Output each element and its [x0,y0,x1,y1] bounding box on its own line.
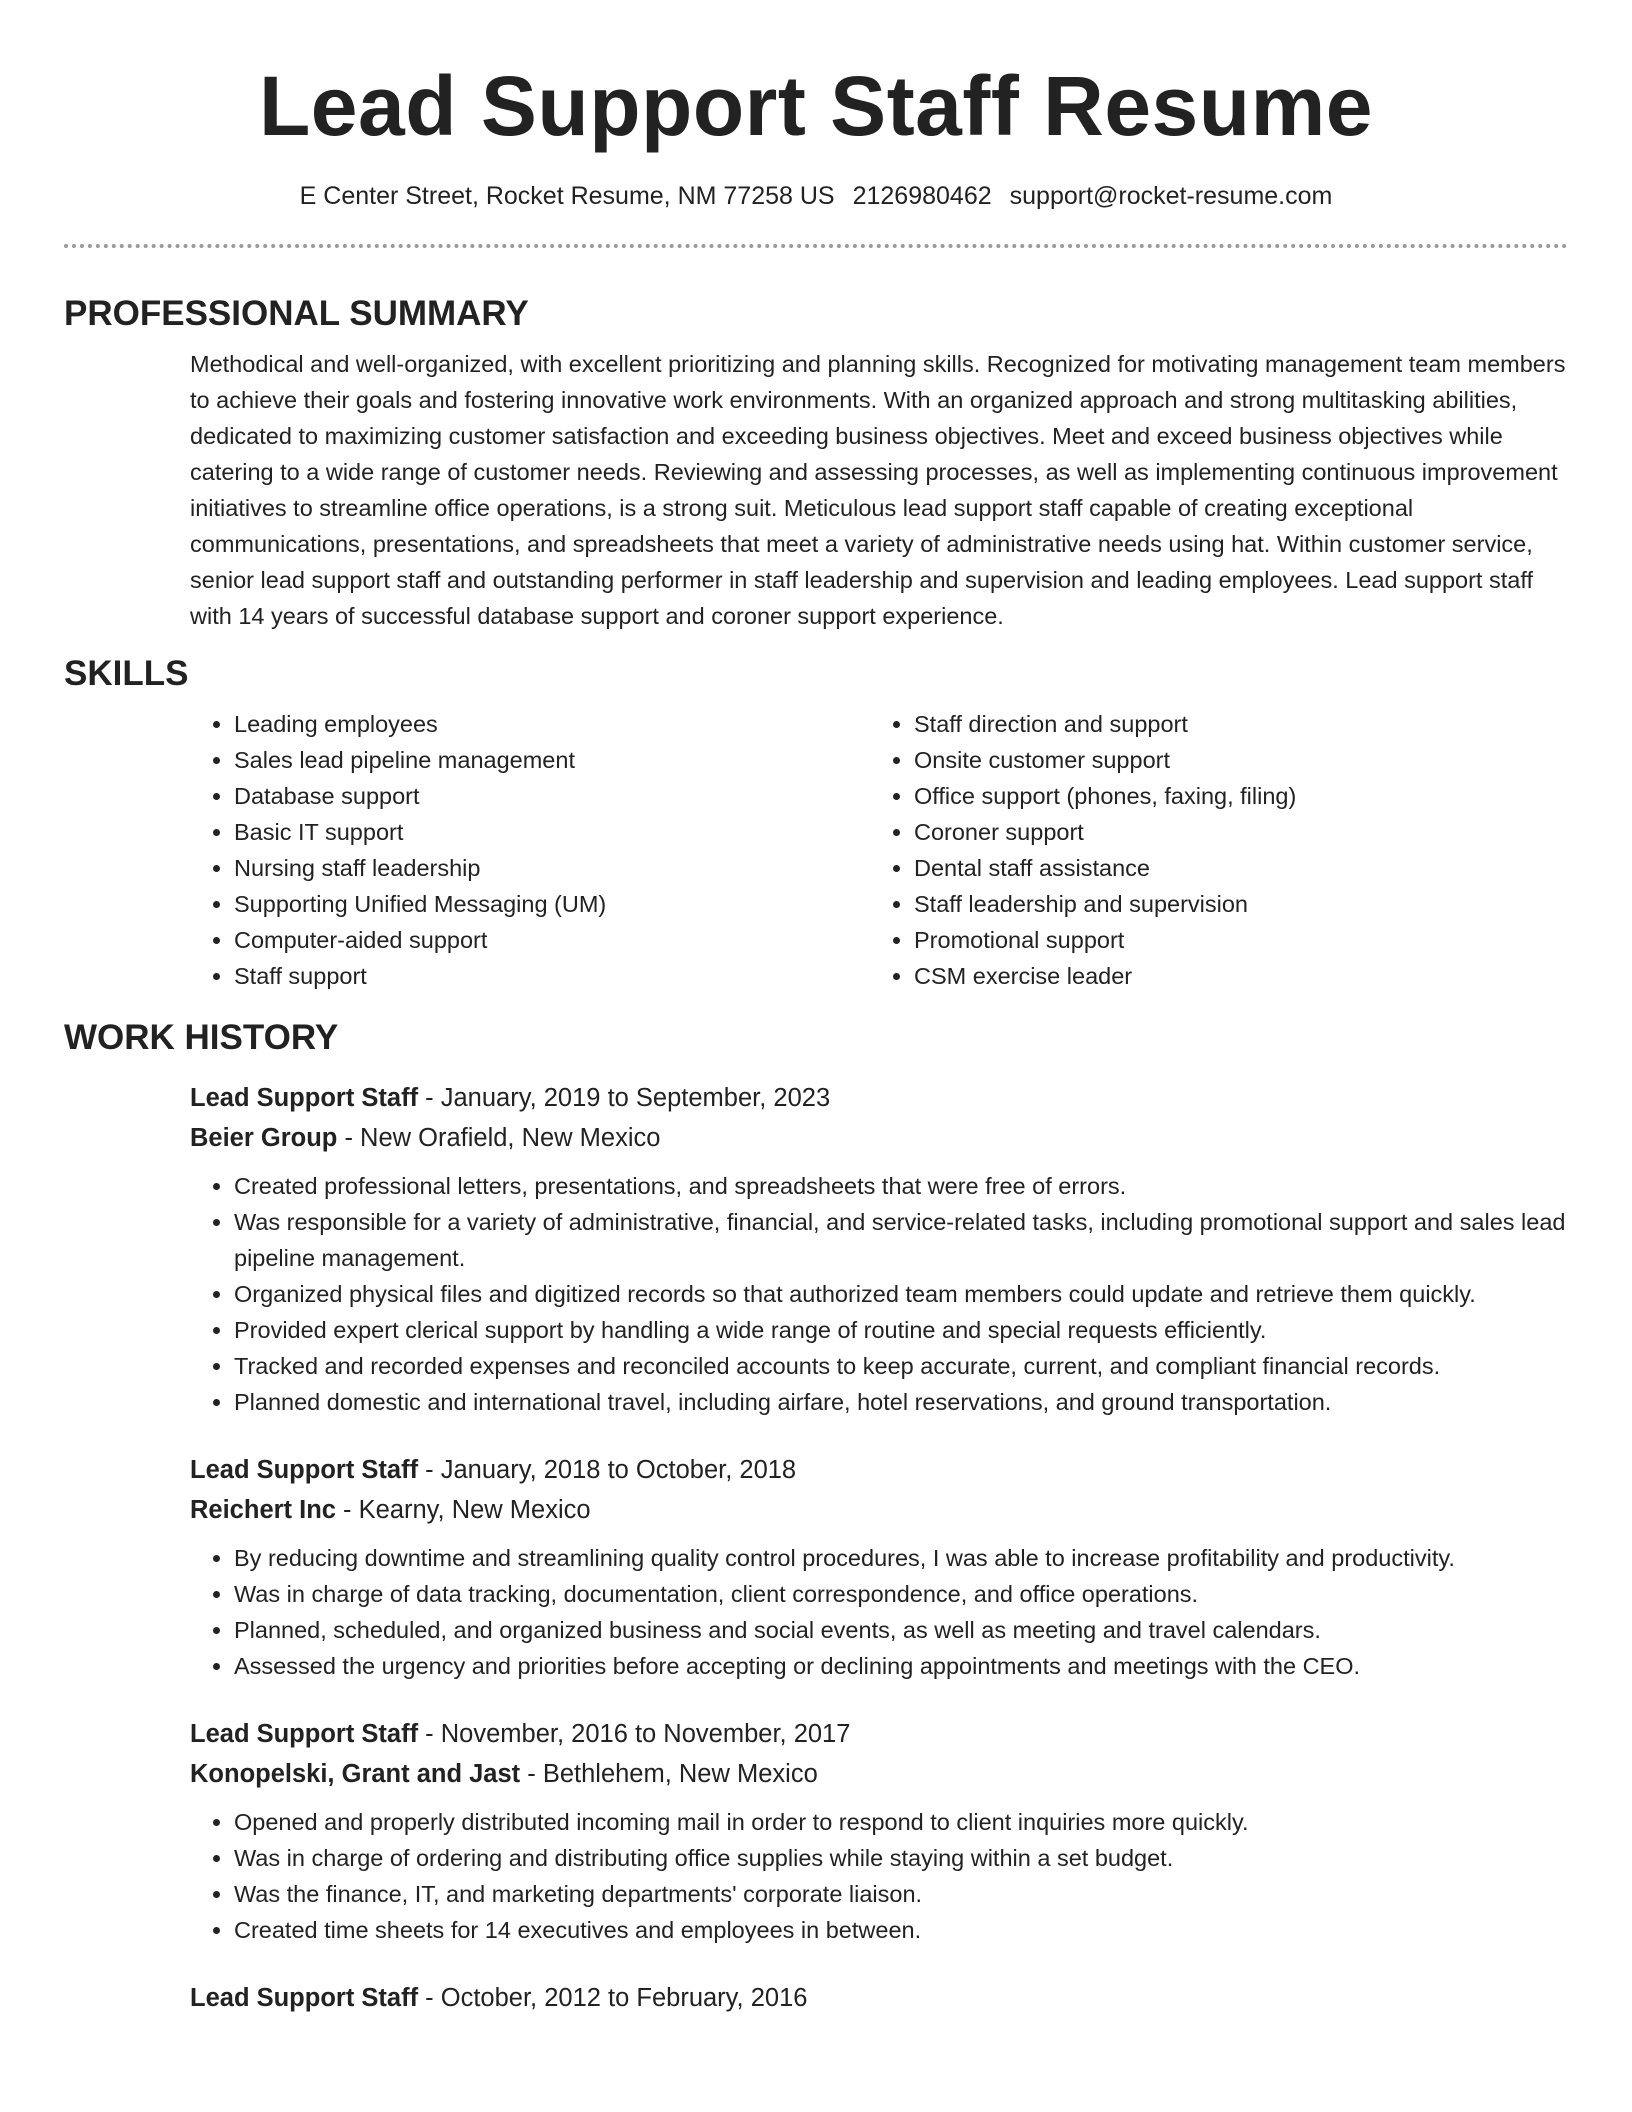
skills-column-right [870,706,1550,994]
skill-item: • Staff leadership and supervision [914,886,1550,922]
job-title-line [190,1714,1568,1754]
contact-email: support@rocket-resume.com [1009,182,1333,210]
skill-item: • CSM exercise leader [914,958,1550,994]
summary-heading: PROFESSIONAL SUMMARY [64,294,529,333]
skill-item: • Staff support [234,958,870,994]
job-bullet: • Planned, scheduled, and organized business and social events, as well as meeting and travel calendars. [234,1612,1568,1648]
skill-item: • Office support (phones, faxing, filing) [914,778,1550,814]
job-company: Beier Group [190,1124,338,1152]
job-title: Lead Support Staff [190,1084,419,1112]
skills-column-left [190,706,870,994]
skill-item: • Onsite customer support [914,742,1550,778]
job-bullets [190,1168,1568,1420]
summary-text: Methodical and well-organized, with excellent prioritizing and planning skills. Recognized for motivating management team members to achieve their goals and fostering innovative work environments. With an organized approach and strong multitasking abilities, dedicated to maximizing customer satisfaction and exceeding business objectives. Meet and exceed business objectives while catering to a wide range of customer needs. Reviewing and assessing processes, as well as implementing continuous improvement initiatives to streamline office operations, is a strong suit. Meticulous lead support staff capable of creating exceptional communications, presentations, and spreadsheets that meet a variety of administrative needs using hat. Within customer service, senior lead support staff and outstanding performer in staff leadership and supervision and leading employees. Lead support staff with 14 years of successful database support and coroner support experience. [190,351,1566,629]
job-dates: - January, 2019 to September, 2023 [418,1084,831,1112]
contact-phone: 2126980462 [852,182,992,210]
contact-address: E Center Street, Rocket Resume, NM 77258 US [299,182,835,210]
job-dates: - October, 2012 to February, 2016 [418,1984,808,2012]
job-entry [190,1978,1568,2018]
skill-item: • Dental staff assistance [914,850,1550,886]
skill-item: • Sales lead pipeline management [234,742,870,778]
job-bullet: • Organized physical files and digitized records so that authorized team members could update and retrieve them quickly. [234,1276,1568,1312]
skill-item: • Nursing staff leadership [234,850,870,886]
skill-item: • Leading employees [234,706,870,742]
job-bullets [190,1804,1568,1948]
job-title: Lead Support Staff [190,1456,419,1484]
job-company-line [190,1118,1568,1158]
job-bullet: • Was the finance, IT, and marketing departments' corporate liaison. [234,1876,1568,1912]
work-history-heading: WORK HISTORY [64,1018,339,1057]
skill-item: • Basic IT support [234,814,870,850]
job-company-line [190,1754,1568,1794]
job-bullet: • Was in charge of data tracking, documentation, client correspondence, and office operations. [234,1576,1568,1612]
job-bullet: • Created professional letters, presentations, and spreadsheets that were free of errors. [234,1168,1568,1204]
job-company: Reichert Inc [190,1496,336,1524]
skill-item: • Staff direction and support [914,706,1550,742]
job-bullet: • By reducing downtime and streamlining quality control procedures, I was able to increase profitability and productivity. [234,1540,1568,1576]
job-title-line [190,1450,1568,1490]
skill-item: • Promotional support [914,922,1550,958]
resume-page [64,0,1568,2018]
job-title-line [190,1978,1568,2018]
job-bullet: • Created time sheets for 14 executives and employees in between. [234,1912,1568,1948]
job-dates: - January, 2018 to October, 2018 [418,1456,797,1484]
job-location: - Kearny, New Mexico [335,1496,591,1524]
job-bullet: • Assessed the urgency and priorities before accepting or declining appointments and meetings with the CEO. [234,1648,1568,1684]
job-entry [190,1078,1568,1420]
skill-item: • Supporting Unified Messaging (UM) [234,886,870,922]
job-bullet: • Planned domestic and international travel, including airfare, hotel reservations, and ground transportation. [234,1384,1568,1420]
job-location: - New Orafield, New Mexico [337,1124,661,1152]
contact-line [64,180,1568,212]
job-title: Lead Support Staff [190,1720,419,1748]
job-bullet: • Opened and properly distributed incoming mail in order to respond to client inquiries more quickly. [234,1804,1568,1840]
job-company: Konopelski, Grant and Jast [190,1760,521,1788]
job-bullet: • Was in charge of ordering and distributing office supplies while staying within a set budget. [234,1840,1568,1876]
skill-item: • Coroner support [914,814,1550,850]
skill-item: • Computer-aided support [234,922,870,958]
skills-heading: SKILLS [64,654,189,693]
job-location: - Bethlehem, New Mexico [520,1760,818,1788]
resume-title: Lead Support Staff Resume [259,59,1373,153]
job-title: Lead Support Staff [190,1984,419,2012]
header-divider [64,244,1568,248]
job-bullet: • Provided expert clerical support by handling a wide range of routine and special requests efficiently. [234,1312,1568,1348]
job-entry [190,1714,1568,1948]
job-entry [190,1450,1568,1684]
job-dates: - November, 2016 to November, 2017 [418,1720,851,1748]
job-bullets [190,1540,1568,1684]
job-company-line [190,1490,1568,1530]
skill-item: • Database support [234,778,870,814]
job-bullet: • Tracked and recorded expenses and reconciled accounts to keep accurate, current, and compliant financial records. [234,1348,1568,1384]
skills-list [190,706,1568,994]
job-title-line [190,1078,1568,1118]
job-bullet: • Was responsible for a variety of administrative, financial, and service-related tasks, including promotional support and sales lead pipeline management. [234,1204,1568,1276]
